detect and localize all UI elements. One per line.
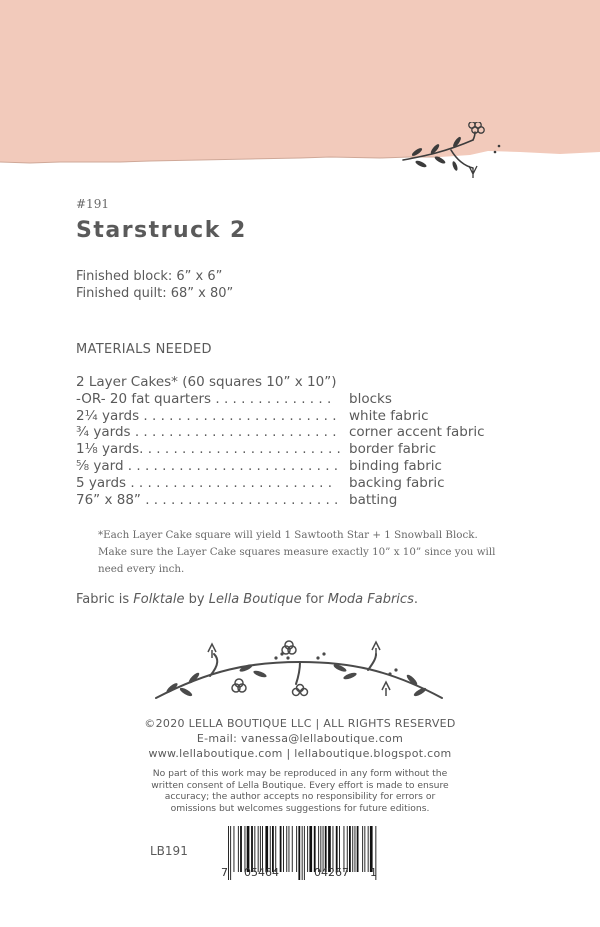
barcode-bar — [240, 826, 242, 872]
floral-vine-icon — [150, 640, 450, 710]
pattern-number: #191 — [76, 197, 109, 211]
material-use: blocks — [349, 390, 392, 407]
barcode-bar — [357, 826, 359, 872]
barcode-bar — [362, 826, 363, 872]
page-title: Starstruck 2 — [76, 218, 247, 243]
fabric-manufacturer: Moda Fabrics — [327, 592, 414, 607]
material-quantity: ¾ yards . . . . . . . . . . . . . . . . . . . . . . . . — [76, 424, 337, 441]
material-use: backing fabric — [349, 474, 445, 491]
website-line: www.lellaboutique.com | lellaboutique.blogspot.com — [148, 747, 452, 760]
list-item — [76, 492, 485, 509]
disclaimer-line: written consent of Lella Boutique. Every effort is made to ensure — [151, 779, 449, 791]
fabric-for: for — [301, 592, 328, 607]
email-line: E-mail: vanessa@lellaboutique.com — [196, 732, 404, 745]
barcode-bar — [292, 826, 293, 872]
disclaimer-line: accuracy; the author accepts no responsibility for errors or — [164, 791, 436, 802]
barcode-bar — [352, 826, 353, 872]
disclaimer — [0, 768, 600, 814]
barcode-bar — [309, 826, 312, 872]
materials-list — [76, 374, 485, 508]
fabric-credit — [76, 592, 418, 607]
flower-sprig-icon — [395, 122, 505, 184]
material-use: batting — [349, 491, 398, 508]
barcode-bar — [283, 826, 284, 872]
barcode-digit-group: 7 — [221, 866, 228, 879]
copyright-block — [0, 716, 600, 761]
barcode-bar — [296, 826, 297, 872]
fabric-prefix: Fabric is — [76, 592, 134, 607]
material-quantity: ⅝ yard . . . . . . . . . . . . . . . . . . . . . . . . . — [76, 457, 339, 474]
barcode-bar — [238, 826, 239, 872]
fabric-suffix: . — [413, 592, 418, 607]
list-item — [76, 408, 485, 425]
barcode-bar — [234, 826, 235, 872]
barcode-bar — [228, 826, 229, 880]
copyright-line: ©2020 LELLA BOUTIQUE LLC | ALL RIGHTS RESERVED — [144, 717, 456, 730]
footnote-line: Make sure the Layer Cake squares measure exactly 10” x 10” since you will — [98, 546, 496, 558]
barcode-bar — [307, 826, 308, 872]
barcode-bar — [355, 826, 356, 872]
finished-sizes — [76, 268, 233, 302]
barcode-digit-group: 04267 — [314, 866, 349, 879]
material-quantity: 2¼ yards . . . . . . . . . . . . . . . . . . . . . . . — [76, 407, 337, 424]
materials-heading: MATERIALS NEEDED — [76, 342, 212, 357]
barcode-digit-group: 1 — [370, 866, 377, 879]
list-item — [76, 458, 485, 475]
fabric-collection: Folktale — [133, 592, 185, 607]
list-item — [76, 475, 485, 492]
list-item — [76, 391, 485, 408]
barcode-bar — [280, 826, 282, 872]
layer-cake-footnote — [98, 527, 538, 578]
material-quantity: 1⅛ yards. . . . . . . . . . . . . . . . . . . . . . . . — [76, 441, 341, 458]
material-quantity: -OR- 20 fat quarters . . . . . . . . . . . . . . — [76, 390, 332, 407]
material-use: border fabric — [349, 441, 437, 458]
material-use: corner accent fabric — [349, 424, 485, 441]
disclaimer-line: omissions but welcomes suggestions for future editions. — [170, 802, 430, 814]
finished-quilt: Finished quilt: 68” x 80” — [76, 286, 234, 301]
footnote-line: need every inch. — [98, 563, 185, 575]
list-item — [76, 441, 485, 458]
footnote-line: *Each Layer Cake square will yield 1 Sawtooth Star + 1 Snowball Block. — [98, 529, 478, 541]
barcode-digit-group: 05464 — [244, 866, 279, 879]
sku-code: LB191 — [150, 844, 188, 858]
disclaimer-line: No part of this work may be reproduced in any form without the — [152, 768, 448, 779]
barcode-bar — [304, 826, 305, 880]
material-quantity: 5 yards . . . . . . . . . . . . . . . . . . . . . . . . — [76, 474, 333, 491]
barcode-bar — [230, 826, 231, 880]
material-quantity: 76” x 88” . . . . . . . . . . . . . . . . . . . . . . . — [76, 491, 339, 508]
fabric-by: by — [184, 592, 209, 607]
finished-block: Finished block: 6” x 6” — [76, 269, 223, 284]
barcode-bar — [349, 826, 351, 872]
header-band — [0, 0, 600, 168]
fabric-designer: Lella Boutique — [208, 592, 302, 607]
barcode-bar — [286, 826, 287, 872]
material-use: binding fabric — [349, 457, 442, 474]
barcode-bar — [368, 826, 369, 872]
materials-intro: 2 Layer Cakes* (60 squares 10” x 10”) — [76, 374, 337, 390]
barcode-bar — [302, 826, 303, 880]
barcode-bar — [298, 826, 300, 880]
barcode-bar — [364, 826, 365, 872]
material-use: white fabric — [349, 407, 429, 424]
barcode-bar — [289, 826, 290, 872]
list-item — [76, 424, 485, 441]
